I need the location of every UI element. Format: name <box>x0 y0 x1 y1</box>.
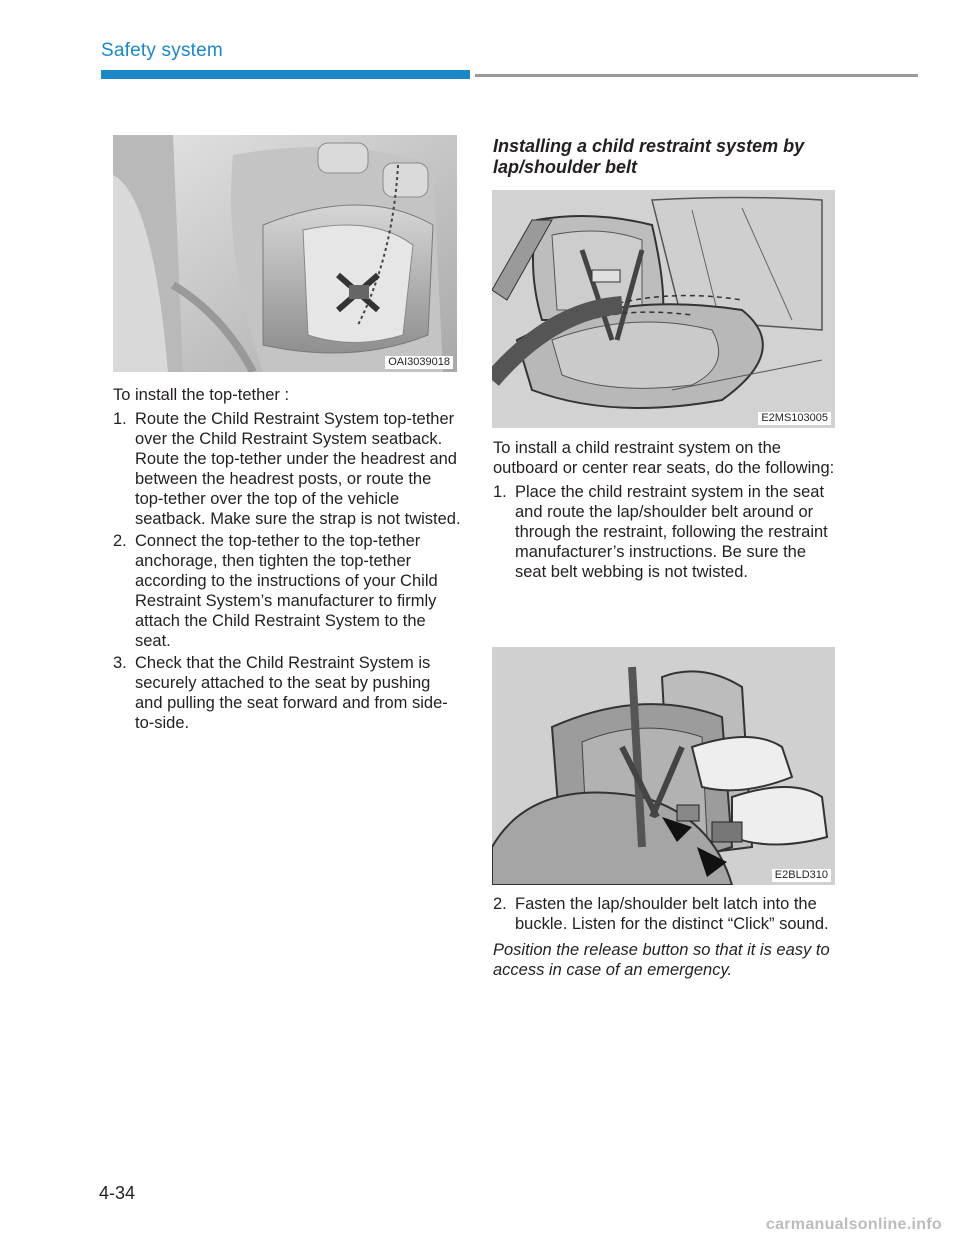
tether-steps-list <box>113 409 461 733</box>
watermark: carmanualsonline.info <box>765 1216 942 1233</box>
lap-belt-seat-illustration <box>492 190 835 428</box>
lap-belt-steps-list <box>493 482 838 582</box>
section-title: Safety system <box>101 40 223 61</box>
figure-buckle-latch <box>492 647 835 885</box>
emergency-note: Position the release button so that it is easy to access in case of an emergency. <box>493 941 830 979</box>
tether-intro: To install the top-tether : <box>113 386 290 404</box>
page-number: 4-34 <box>99 1183 136 1203</box>
list-item: 1. Route the Child Restraint System top-tether over the Child Restraint System seatback. Route the top-tether under the headrest and between the headrest posts, or route the top-tether over the top of the vehicle seatback. Make sure the strap is not twisted. <box>113 410 461 528</box>
list-item: 1. Place the child restraint system in the seat and route the lap/shoulder belt around or through the restraint, following the restraint manufacturer’s instructions. Be sure the seat belt webbing is not twisted. <box>493 483 828 581</box>
right-column-text-bottom <box>493 894 838 980</box>
figure-code: E2MS103005 <box>758 412 831 425</box>
right-column-text-top <box>493 438 838 584</box>
lap-belt-intro: To install a child restraint system on the outboard or center rear seats, do the following: <box>493 439 835 477</box>
list-item: 3. Check that the Child Restraint System is securely attached to the seat by pushing and pulling the seat forward and from side-to-side. <box>113 654 448 732</box>
left-column-text <box>113 385 461 735</box>
buckle-fastening-illustration <box>492 647 835 885</box>
list-item: 2. Connect the top-tether to the top-tether anchorage, then tighten the top-tether according to the instructions of your Child Restraint System’s manufacturer to firmly attach the Child Restraint System to the seat. <box>113 532 438 650</box>
figure-code: E2BLD310 <box>772 869 831 882</box>
lap-belt-steps-list-continued <box>493 894 838 934</box>
figure-top-tether <box>113 135 457 372</box>
header-accent-rule <box>101 70 470 79</box>
figure-lap-belt-install <box>492 190 835 428</box>
list-item: 2. Fasten the lap/shoulder belt latch into the buckle. Listen for the distinct “Click” sound. <box>493 895 829 933</box>
header-divider-rule <box>475 74 918 77</box>
child-seat-tether-illustration <box>113 135 457 372</box>
figure-code: OAI3039018 <box>385 356 453 369</box>
section-heading: Installing a child restraint system by lap/shoulder belt <box>493 136 805 177</box>
